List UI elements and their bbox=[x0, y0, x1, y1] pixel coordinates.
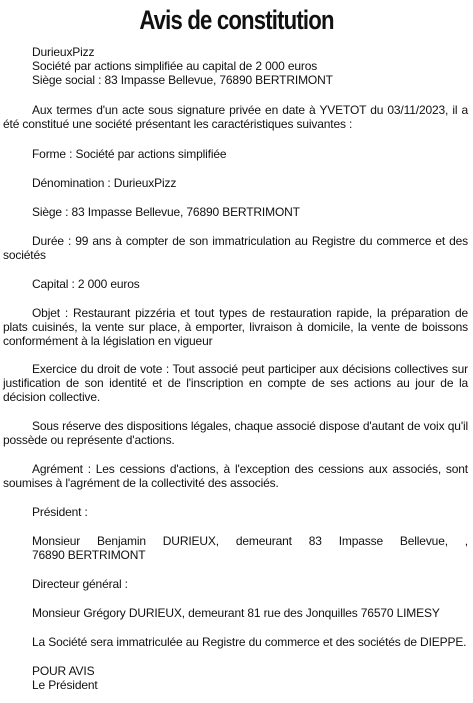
company-seat: Siège social : 83 Impasse Bellevue, 76890 BERTRIMONT bbox=[32, 73, 333, 87]
company-form-capital: Société par actions simplifiée au capital de 2 000 euros bbox=[32, 59, 318, 73]
capital-paragraph: Capital : 2 000 euros bbox=[32, 277, 140, 291]
president-block bbox=[32, 534, 468, 562]
agrement-paragraph: Agrément : Les cessions d'actions, à l'exception des cessions aux associés, sont soumises à l'agrément de la collectivité des associés. bbox=[3, 462, 468, 490]
president-postcode: 76890 BERTRIMONT bbox=[32, 548, 146, 562]
company-header bbox=[32, 45, 468, 87]
dg-label: Directeur général : bbox=[32, 577, 128, 591]
objet-paragraph: Objet : Restaurant pizzéria et tout types de restauration rapide, la préparation de plats cuisinés, la vente sur place, à emporter, livraison à domicile, la vente de boissons conformément à la législation en vigueur bbox=[3, 306, 468, 348]
reserve-paragraph: Sous réserve des dispositions légales, chaque associé dispose d'autant de voix qu'il possède ou représente d'actions. bbox=[3, 419, 468, 447]
dg-paragraph: Monsieur Grégory DURIEUX, demeurant 81 rue des Jonquilles 76570 LIMESY bbox=[32, 606, 440, 620]
president-label: Président : bbox=[32, 505, 88, 519]
notice-body bbox=[3, 45, 468, 692]
company-name: DurieuxPizz bbox=[32, 45, 95, 59]
forme-paragraph: Forme : Société par actions simplifiée bbox=[32, 147, 227, 161]
immatriculation-paragraph: La Société sera immatriculée au Registre du commerce et des sociétés de DIEPPE. bbox=[32, 635, 467, 649]
signatory: Le Président bbox=[32, 678, 98, 692]
pour-avis: POUR AVIS bbox=[32, 664, 95, 678]
notice-title: Avis de constitution bbox=[139, 5, 334, 35]
president-name-address: Monsieur Benjamin DURIEUX, demeurant 83 Impasse Bellevue, , bbox=[32, 534, 468, 548]
signature-block bbox=[32, 664, 468, 692]
duree-paragraph: Durée : 99 ans à compter de son immatriculation au Registre du commerce et des sociétés bbox=[3, 234, 468, 262]
denomination-paragraph: Dénomination : DurieuxPizz bbox=[32, 176, 177, 190]
siege-paragraph: Siège : 83 Impasse Bellevue, 76890 BERTRIMONT bbox=[32, 205, 300, 219]
vote-paragraph: Exercice du droit de vote : Tout associé peut participer aux décisions collectives sur justification de son identité et de l'inscription en compte de ses actions au jour de la décision collective. bbox=[3, 362, 468, 404]
intro-paragraph: Aux termes d'un acte sous signature privée en date à YVETOT du 03/11/2023, il a été constitué une société présentant les caractéristiques suivantes : bbox=[3, 103, 468, 131]
